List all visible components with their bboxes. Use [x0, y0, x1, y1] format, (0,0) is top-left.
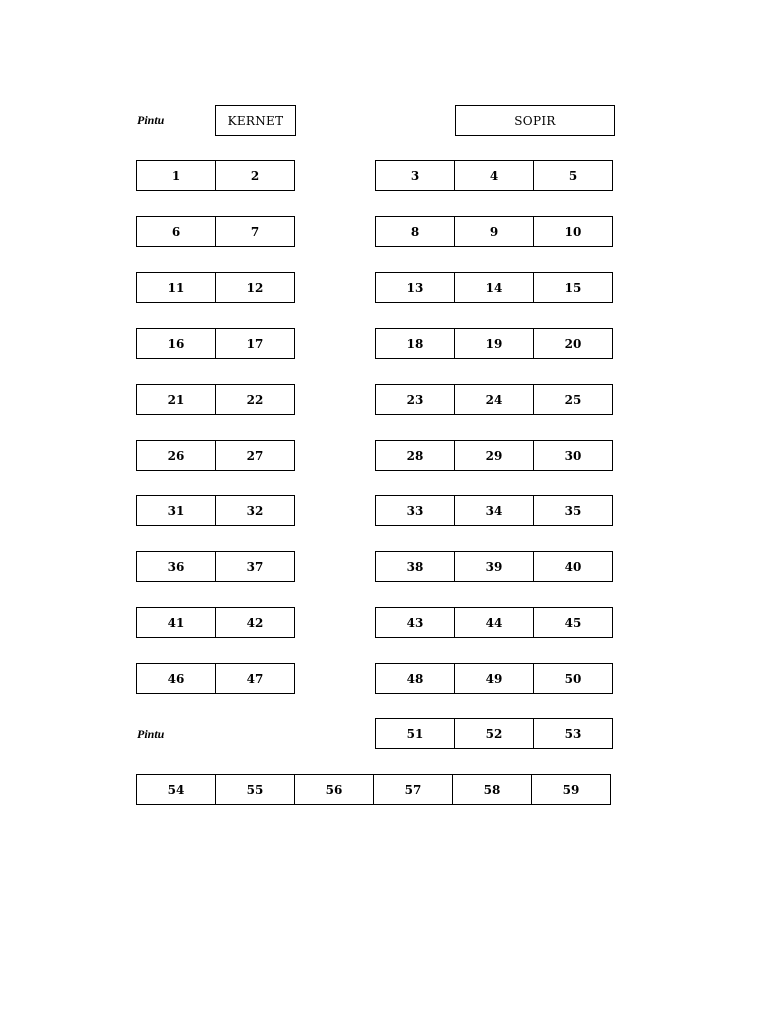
front-door-label: Pintu: [137, 113, 165, 127]
left-seat-group: [136, 663, 295, 694]
seat: 58: [452, 774, 532, 805]
left-seat-group: [136, 328, 295, 359]
seat: 21: [136, 384, 216, 415]
right-seat-group: [375, 663, 613, 694]
seat: 47: [215, 663, 295, 694]
back-seat-row: [136, 774, 611, 805]
seat: 36: [136, 551, 216, 582]
seat: 39: [454, 551, 534, 582]
left-seat-group: [136, 551, 295, 582]
left-seat-group: [136, 216, 295, 247]
left-seat-group: [136, 607, 295, 638]
seat: 14: [454, 272, 534, 303]
right-seat-group: [375, 495, 613, 526]
seat: 40: [533, 551, 613, 582]
seat: 24: [454, 384, 534, 415]
seat: 48: [375, 663, 455, 694]
right-seat-group: [375, 551, 613, 582]
rear-right-seat-row: [375, 718, 613, 749]
seat: 49: [454, 663, 534, 694]
left-seat-group: [136, 495, 295, 526]
seat: 46: [136, 663, 216, 694]
seat: 37: [215, 551, 295, 582]
left-seat-group: [136, 440, 295, 471]
right-seat-group: [375, 607, 613, 638]
seat: 43: [375, 607, 455, 638]
seat: 56: [294, 774, 374, 805]
seat: 30: [533, 440, 613, 471]
seat: 3: [375, 160, 455, 191]
seat: 42: [215, 607, 295, 638]
seat: 54: [136, 774, 216, 805]
seat: 18: [375, 328, 455, 359]
seat: 35: [533, 495, 613, 526]
seat: 51: [375, 718, 455, 749]
seat: 57: [373, 774, 453, 805]
seat: 9: [454, 216, 534, 247]
right-seat-group: [375, 384, 613, 415]
seat: 1: [136, 160, 216, 191]
seat: 26: [136, 440, 216, 471]
seat: 44: [454, 607, 534, 638]
seat: 52: [454, 718, 534, 749]
right-seat-group: [375, 328, 613, 359]
left-seat-group: [136, 160, 295, 191]
seat: 34: [454, 495, 534, 526]
rear-door-label: Pintu: [137, 727, 165, 741]
seat: 32: [215, 495, 295, 526]
seat: 15: [533, 272, 613, 303]
seat: 6: [136, 216, 216, 247]
seat: 22: [215, 384, 295, 415]
left-seat-group: [136, 272, 295, 303]
seat: 7: [215, 216, 295, 247]
seat: 12: [215, 272, 295, 303]
seat: 11: [136, 272, 216, 303]
seat: 41: [136, 607, 216, 638]
seat: 55: [215, 774, 295, 805]
seat: 28: [375, 440, 455, 471]
seat: 45: [533, 607, 613, 638]
seat: 17: [215, 328, 295, 359]
seat: 29: [454, 440, 534, 471]
seat: 23: [375, 384, 455, 415]
left-seat-group: [136, 384, 295, 415]
seat: 38: [375, 551, 455, 582]
seat: 59: [531, 774, 611, 805]
seat: 31: [136, 495, 216, 526]
seat: 2: [215, 160, 295, 191]
seat: 5: [533, 160, 613, 191]
seat: 4: [454, 160, 534, 191]
right-seat-group: [375, 216, 613, 247]
seat: 27: [215, 440, 295, 471]
seat: 16: [136, 328, 216, 359]
seat: 25: [533, 384, 613, 415]
seat: 50: [533, 663, 613, 694]
seat: 53: [533, 718, 613, 749]
seat: 20: [533, 328, 613, 359]
driver-box: SOPIR: [455, 105, 615, 136]
right-seat-group: [375, 160, 613, 191]
seat: 10: [533, 216, 613, 247]
conductor-box: KERNET: [215, 105, 296, 136]
seat: 19: [454, 328, 534, 359]
right-seat-group: [375, 272, 613, 303]
seat: 33: [375, 495, 455, 526]
right-seat-group: [375, 440, 613, 471]
seat: 13: [375, 272, 455, 303]
seat: 8: [375, 216, 455, 247]
